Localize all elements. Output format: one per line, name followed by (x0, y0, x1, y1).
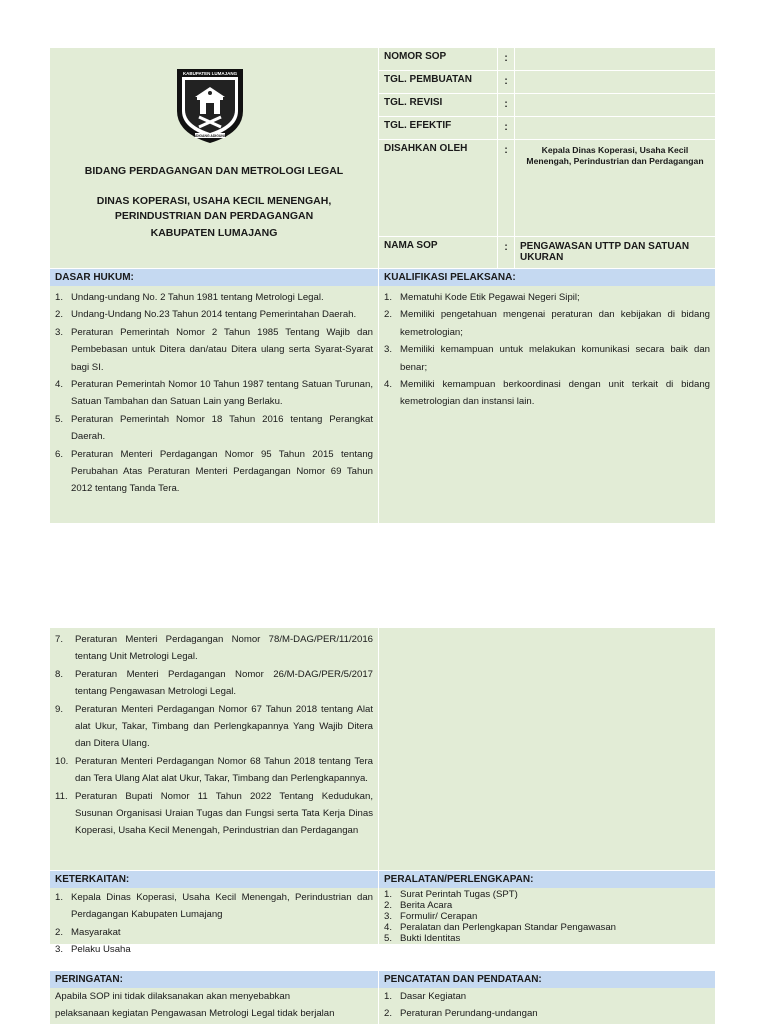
field-row-nama-sop (379, 237, 715, 268)
peralatan-title: PERALATAN/PERLENGKAPAN: (379, 871, 715, 888)
field-colon: : (498, 94, 514, 116)
field-value-nama-sop: PENGAWASAN UTTP DAN SATUAN UKURAN (515, 237, 715, 268)
kabupaten-line: KABUPATEN LUMAJANG (150, 227, 278, 239)
dasar-hukum-section (50, 269, 378, 523)
field-row-disahkan-oleh (379, 140, 715, 236)
list-item: 3. Formulir/ Cerapan (384, 911, 478, 922)
dasar-hukum-continued (50, 628, 378, 870)
list-item: 5. Bukti Identitas (384, 933, 461, 944)
pencatatan-title: PENCATATAN DAN PENDATAAN: (379, 971, 715, 988)
field-colon: : (498, 117, 514, 139)
list-item: 1. Undang-undang No. 2 Tahun 1981 tentang Metrologi Legal. (55, 292, 324, 303)
field-key: TGL. PEMBUATAN (379, 71, 497, 93)
field-value (515, 117, 715, 139)
list-item: 10. Peraturan Menteri Perdagangan Nomor 68 Tahun 2018 tentang Tera dan Tera Ulang Alat alat Ukur, Takar, Timbang dan Perlengkapannya. (55, 755, 373, 785)
field-colon: : (498, 48, 514, 70)
lumajang-logo-icon (173, 63, 247, 145)
dinas-line-2: PERINDUSTRIAN DAN PERDAGANGAN (114, 210, 314, 222)
dinas-line-1: DINAS KOPERASI, USAHA KECIL MENENGAH, (96, 195, 332, 207)
list-item: 7. Peraturan Menteri Perdagangan Nomor 78/M-DAG/PER/11/2016 tentang Unit Metrologi Legal. (55, 634, 373, 663)
peringatan-title: PERINGATAN: (50, 971, 378, 988)
sop-header-table (50, 48, 715, 268)
pencatatan-section (379, 971, 715, 1024)
field-key: DISAHKAN OLEH (379, 140, 497, 236)
list-item: 4. Peraturan Pemerintah Nomor 10 Tahun 1987 tentang Satuan Turunan, Satuan Tambahan dan Satuan Lain yang Berlaku. (55, 379, 373, 408)
kualifikasi-section (379, 269, 715, 523)
list-item: 2. Berita Acara (384, 900, 453, 911)
list-item: 2. Masyarakat (55, 926, 121, 938)
kualifikasi-continued-empty (379, 628, 715, 870)
logo-top-text: KABUPATEN LUMAJANG (182, 71, 238, 76)
list-item: 4. Memiliki kemampuan berkoordinasi dengan unit terkait di bidang kemetrologian dan instansi lain. (384, 379, 710, 408)
field-row-nomor-sop (379, 48, 715, 70)
list-item: 1. Surat Perintah Tugas (SPT) (384, 889, 518, 900)
list-item: 1. Dasar Kegiatan (384, 991, 467, 1002)
keterkaitan-section (50, 871, 378, 956)
field-value-disahkan: Kepala Dinas Koperasi, Usaha Kecil Menengah, Perindustrian dan Perdagangan (515, 140, 715, 236)
field-value (515, 94, 715, 116)
field-colon: : (498, 71, 514, 93)
field-colon: : (498, 237, 514, 268)
list-item: 1. Mematuhi Kode Etik Pegawai Negeri Sipil; (384, 292, 580, 303)
list-item: 2. Undang-Undang No.23 Tahun 2014 tentang Pemerintahan Daerah. (55, 309, 357, 321)
field-row-tgl-pembuatan (379, 71, 715, 93)
field-row-tgl-efektif (379, 117, 715, 139)
kualifikasi-title: KUALIFIKASI PELAKSANA: (379, 269, 715, 286)
header-left-cell (50, 48, 378, 268)
field-key: NAMA SOP (379, 237, 497, 268)
logo-bottom-text: ADIGANG ADIGUNG (193, 134, 227, 138)
field-colon: : (498, 140, 514, 236)
list-item: 8. Peraturan Menteri Perdagangan Nomor 26/M-DAG/PER/5/2017 tentang Pengawasan Metrologi Legal. (55, 668, 373, 698)
peringatan-section (50, 971, 378, 1024)
field-key: NOMOR SOP (379, 48, 497, 70)
peringatan-line-2: pelaksanaan kegiatan Pengawasan Metrologi Legal tidak berjalan (55, 1008, 335, 1020)
dasar-hukum-title: DASAR HUKUM: (50, 269, 378, 286)
field-key: TGL. EFEKTIF (379, 117, 497, 139)
field-value (515, 48, 715, 70)
list-item: 2. Peraturan Perundang-undangan (384, 1008, 538, 1020)
list-item: 1. Kepala Dinas Koperasi, Usaha Kecil Menengah, Perindustrian dan Perdagangan Kabupaten Lumajang (55, 892, 373, 921)
list-item: 5. Peraturan Pemerintah Nomor 18 Tahun 2016 tentang Perangkat Daerah. (55, 413, 373, 443)
peringatan-line-1: Apabila SOP ini tidak dilaksanakan akan menyebabkan (55, 991, 291, 1002)
list-item: 3. Pelaku Usaha (55, 944, 131, 956)
list-item: 3. Peraturan Pemerintah Nomor 2 Tahun 1985 Tentang Wajib dan Pembebasan untuk Ditera dan/atau Ditera ulang serta Syarat-Syarat bagi SI. (55, 326, 373, 373)
list-item: 4. Peralatan dan Perlengkapan Standar Pengawasan (384, 922, 617, 933)
list-item: 2. Memiliki pengetahuan mengenai peraturan dan kebijakan di bidang kemetrologian; (384, 309, 710, 338)
field-key: TGL. REVISI (379, 94, 497, 116)
list-item: 11. Peraturan Bupati Nomor 11 Tahun 2022 Tentang Kedudukan, Susunan Organisasi Uraian Tugas dan Fungsi serta Tata Kerja Dinas Koperasi, Usaha Kecil Menengah, Perindustrian dan Perdagangan (55, 790, 373, 837)
list-item: 9. Peraturan Menteri Perdagangan Nomor 67 Tahun 2018 tentang Alat alat Ukur, Takar, Timbang dan Perlengkapannya Yang Wajib Ditera dan Ditera Ulang. (55, 703, 373, 750)
list-item: 6. Peraturan Menteri Perdagangan Nomor 95 Tahun 2015 tentang Perubahan Atas Peraturan Menteri Perdagangan Nomor 69 Tahun 2012 tentang Tanda Tera. (55, 448, 373, 495)
field-row-tgl-revisi (379, 94, 715, 116)
list-item: 3. Memiliki kemampuan untuk melakukan komunikasi secara baik dan benar; (384, 344, 710, 373)
peralatan-section (379, 871, 715, 944)
header-fields (379, 48, 715, 268)
field-value (515, 71, 715, 93)
bidang-title: BIDANG PERDAGANGAN DAN METROLOGI LEGAL (84, 165, 344, 177)
keterkaitan-title: KETERKAITAN: (50, 871, 378, 888)
